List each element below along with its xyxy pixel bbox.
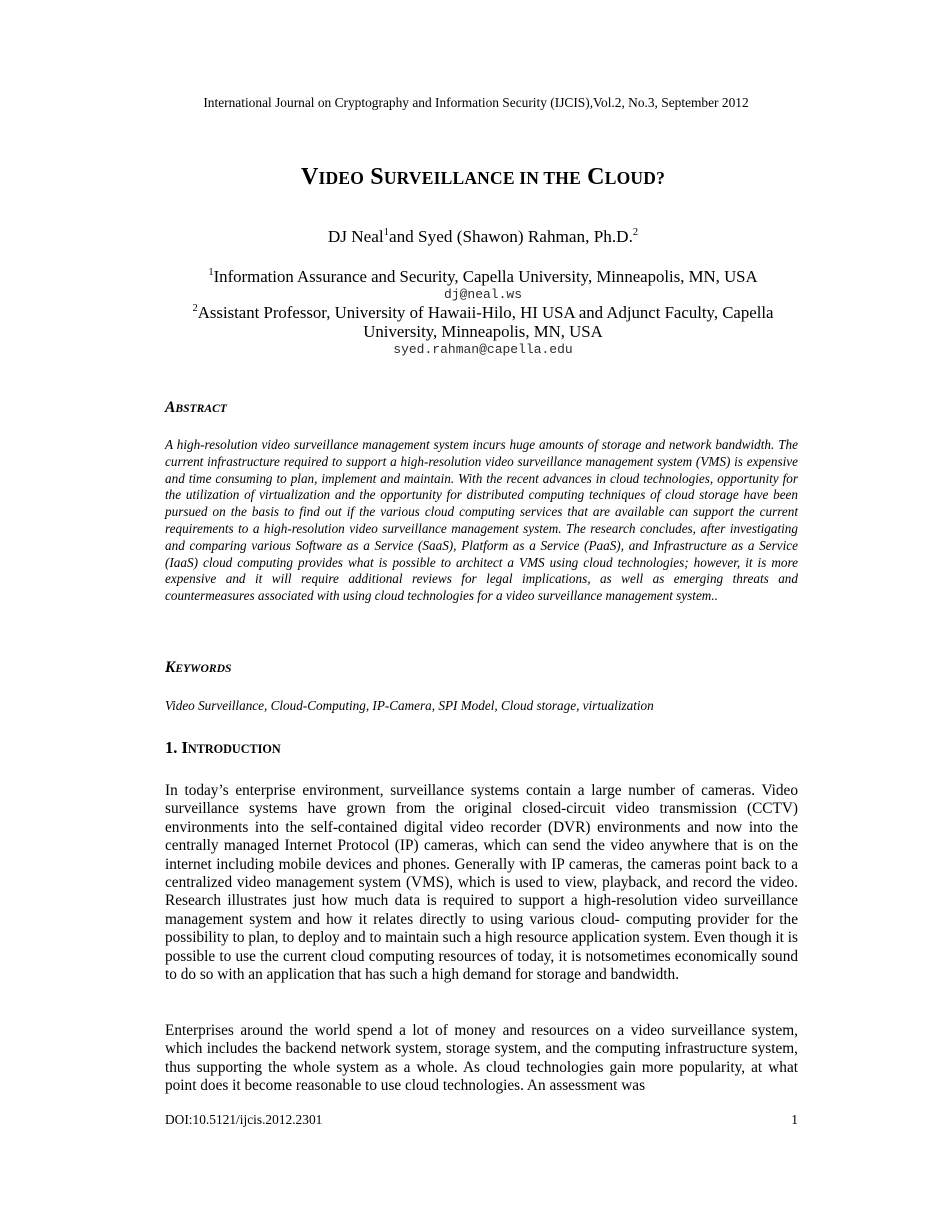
page-footer [165,1111,798,1128]
introduction-heading-rest: NTRODUCTION [187,742,281,756]
running-header: International Journal on Cryptography and Information Security (IJCIS),Vol.2, No.3, September 2012 [203,95,749,110]
author-2-superscript: 2 [632,227,639,238]
keywords-heading-cap: K [165,659,176,676]
abstract-heading-cap: A [165,399,176,416]
affiliation-1-superscript: 1 [208,267,214,278]
affiliations [0,267,952,358]
abstract-heading-rest: BSTRACT [175,402,227,415]
affiliation-1-text: Information Assurance and Security, Capella University, Minneapolis, MN, USA [213,267,758,286]
author-connector: and Syed (Shawon) Rahman, Ph.D. [388,227,633,246]
affiliation-2 [0,303,952,322]
title-word-3-rest: LOUD? [604,168,666,188]
doi-label: DOI:10.5121/ijcis.2012.2301 [165,1112,323,1127]
author-line [0,226,952,248]
title-word-1-cap: V [300,164,319,190]
introduction-paragraph-1: In today’s enterprise environment, surveillance systems contain a large number of cameras. Video surveillance systems have grown from the original closed-circuit video transmission (CCTV) environments into the self-contained digital video recorder (DVR) environments and now into the centrally managed Internet Protocol (IP) cameras, which can send the video anywhere that is on the internet including mobile devices and phones. Generally with IP cameras, the cameras point back to a centralized video management system (VMS), which is used to view, playback, and record the video. Research illustrates just how much data is required to support a high-resolution video surveillance management system and how it relates directly to using various cloud- computing provider for the possibility to plan, to deploy and to maintain such a high resource application system. Even though it is possible to use the current cloud computing resources of today, it is notsometimes economically sound to do so with an application that has such a high demand for storage and bandwidth. [165,782,798,984]
affiliation-2-text-line-2: University, Minneapolis, MN, USA [363,322,603,341]
introduction-paragraph-2: Enterprises around the world spend a lot of money and resources on a video surveillance system, which includes the backend network system, storage system, and the computing infrastructure system, thus supporting the whole system as a whole. As cloud technologies gain more popularity, at what point does it become reasonable to use cloud technologies. An assessment was [165,1022,798,1095]
affiliation-1 [0,267,952,286]
affiliation-1-email: dj@neal.ws [443,287,522,302]
keywords-heading-rest: EYWORDS [175,662,232,675]
title-word-3-cap: C [587,164,605,190]
affiliation-2-superscript: 2 [192,303,198,314]
abstract-heading [165,398,227,419]
title-word-2-cap: S [370,164,384,190]
introduction-heading-prefix: 1. I [165,738,188,757]
affiliation-2-email: syed.rahman@capella.edu [393,342,573,357]
introduction-heading [165,738,281,759]
affiliation-2-text-line-1: Assistant Professor, University of Hawaii-Hilo, HI USA and Adjunct Faculty, Capella [197,303,774,322]
title-word-2-rest: URVEILLANCE IN THE [383,168,581,188]
author-1-superscript: 1 [383,227,389,238]
keywords-heading [165,658,231,679]
abstract-text: A high-resolution video surveillance management system incurs huge amounts of storage and network bandwidth. The current infrastructure required to support a high-resolution video surveillance management system (VMS) is expensive and time consuming to plan, implement and maintain. With the recent advances in cloud technologies, opportunity for the utilization of virtualization and the opportunity for distributed computing techniques of cloud storage have been pursued on the basis to find out if the various cloud computing services that are available can support the current requirements to a high-resolution video surveillance management system. The research concludes, after investigating and comparing various Software as a Service (SaaS), Platform as a Service (PaaS), and Infrastructure as a Service (IaaS) cloud computing provides what is possible to architect a VMS using cloud technologies; however, it is more expensive and it will require additional reviews for legal implications, as well as emerging threats and countermeasures associated with using cloud technologies for a video surveillance management system.. [165,437,798,604]
paper-title [0,161,952,194]
keywords-text: Video Surveillance, Cloud-Computing, IP-Camera, SPI Model, Cloud storage, virtualization [165,698,654,713]
author-1: DJ Neal [327,227,384,246]
title-word-1-rest: IDEO [318,168,365,188]
page-number: 1 [791,1112,798,1127]
